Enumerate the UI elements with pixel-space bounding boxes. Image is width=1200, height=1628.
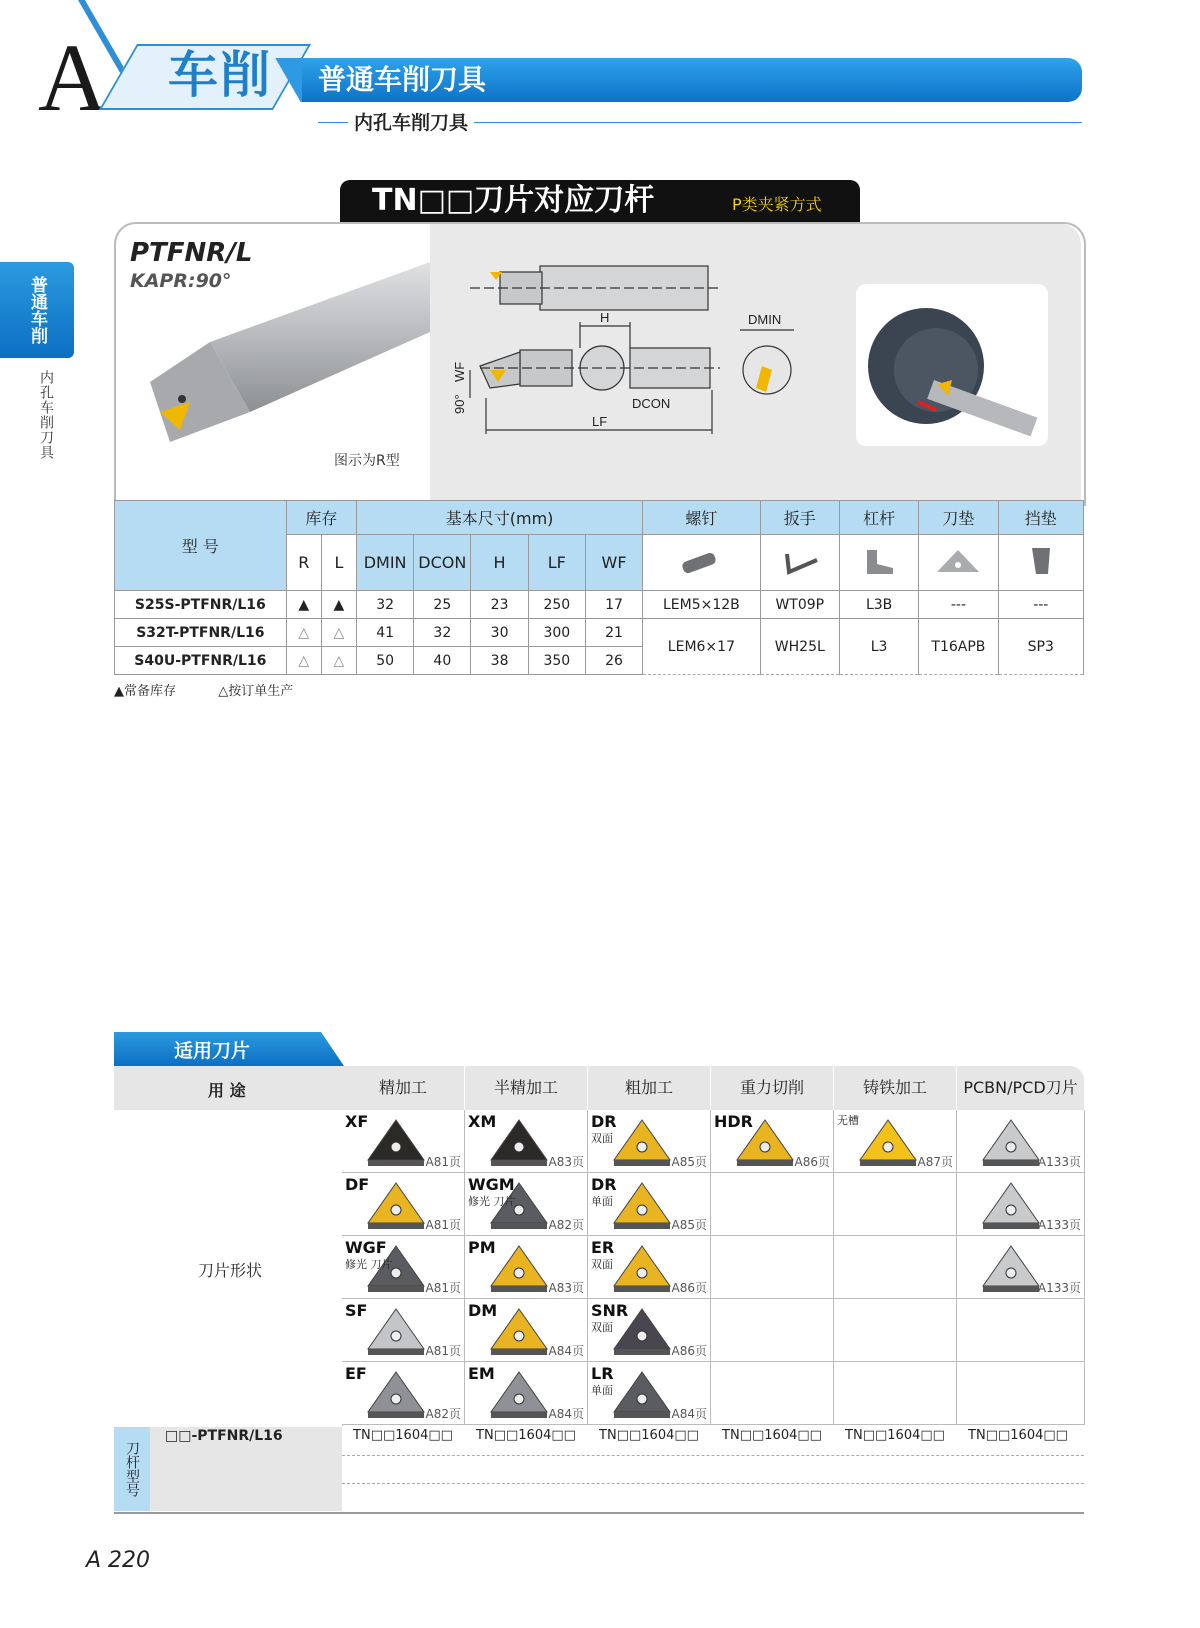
stock-legend <box>114 680 293 699</box>
screw: LEM5×12B <box>643 591 760 619</box>
dim-label-dcon: DCON <box>632 396 671 411</box>
side-tab-sub: 内孔车削刀具 <box>38 370 54 460</box>
lf: 250 <box>528 591 585 619</box>
holder-value: TN□□1604□□ <box>599 1428 699 1443</box>
insert-cell <box>834 1236 957 1299</box>
side-tab[interactable]: 普通车削 <box>0 262 74 358</box>
h: 30 <box>471 619 528 647</box>
insert-note: 单面 <box>591 1195 613 1208</box>
shape-label: 刀片形状 <box>198 1261 263 1280</box>
insert-cell <box>834 1299 957 1362</box>
insert-cell[interactable] <box>711 1110 834 1173</box>
insert-cell <box>957 1299 1085 1362</box>
sub-dcon: DCON <box>414 535 471 591</box>
spec-table <box>114 500 1084 675</box>
sub-h: H <box>471 535 528 591</box>
page-title: 普通车削刀具 <box>318 63 487 96</box>
col-cast-iron: 铸铁加工 <box>834 1066 956 1110</box>
dim-label-wf: WF <box>452 361 467 382</box>
insert-code: DM <box>468 1301 498 1320</box>
dcon: 32 <box>414 619 471 647</box>
head-stock: 库存 <box>286 501 356 535</box>
insert-cell[interactable] <box>342 1110 465 1173</box>
insert-page-ref[interactable]: A82页 <box>548 1218 584 1232</box>
insert-page-ref[interactable]: A84页 <box>548 1407 584 1421</box>
head-screw: 螺钉 <box>643 501 760 535</box>
chapter-letter: A <box>38 24 108 131</box>
holder-value: TN□□1604□□ <box>476 1428 576 1443</box>
head-model: 型 号 <box>115 501 287 591</box>
divider <box>342 1455 1084 1456</box>
insert-page-ref[interactable]: A86页 <box>794 1155 830 1169</box>
insert-page-ref[interactable]: A86页 <box>671 1344 707 1358</box>
insert-cell <box>711 1173 834 1236</box>
model-kapr: KAPR:90° <box>130 270 232 292</box>
wrench: WH25L <box>760 619 839 675</box>
insert-page-ref[interactable]: A83页 <box>548 1155 584 1169</box>
insert-page-ref[interactable]: A82页 <box>425 1407 461 1421</box>
insert-code: DR <box>591 1175 617 1194</box>
holder-value: TN□□1604□□ <box>722 1428 822 1443</box>
insert-icon <box>364 1116 428 1168</box>
insert-code: ER <box>591 1238 615 1257</box>
insert-icon <box>610 1116 674 1168</box>
lever-icon <box>839 535 918 591</box>
insert-cell[interactable] <box>342 1362 465 1425</box>
insert-cell[interactable] <box>588 1236 711 1299</box>
product-section-title: TN□□刀片对应刀杆 <box>372 183 655 218</box>
inserts-tab-title: 适用刀片 <box>174 1040 251 1062</box>
insert-cell[interactable] <box>957 1236 1085 1299</box>
dcon: 25 <box>414 591 471 619</box>
stopper: SP3 <box>998 619 1083 675</box>
lever: L3B <box>839 591 918 619</box>
stock-l: △ <box>321 619 356 647</box>
insert-page-ref[interactable]: A83页 <box>548 1281 584 1295</box>
wf: 26 <box>585 647 642 675</box>
insert-icon <box>610 1368 674 1420</box>
insert-icon <box>487 1368 551 1420</box>
shim: --- <box>919 591 998 619</box>
insert-page-ref[interactable]: A133页 <box>1037 1155 1081 1169</box>
insert-cell[interactable] <box>342 1173 465 1236</box>
insert-code: WGF <box>345 1238 387 1257</box>
insert-page-ref[interactable]: A85页 <box>671 1155 707 1169</box>
holder-value: TN□□1604□□ <box>353 1428 453 1443</box>
model-name: PTFNR/L <box>130 238 253 268</box>
insert-cell[interactable] <box>465 1173 588 1236</box>
screw-icon <box>643 535 760 591</box>
insert-icon <box>487 1242 551 1294</box>
table-row-model: S32T-PTFNR/L16 <box>115 619 287 647</box>
col-semi-finishing: 半精加工 <box>465 1066 587 1110</box>
sub-lf: LF <box>528 535 585 591</box>
sub-dmin: DMIN <box>356 535 413 591</box>
stock-l: ▲ <box>321 591 356 619</box>
insert-note: 修光 刀片 <box>345 1258 393 1271</box>
table-row-model: S25S-PTFNR/L16 <box>115 591 287 619</box>
insert-note: 双面 <box>591 1258 613 1271</box>
insert-cell[interactable] <box>588 1173 711 1236</box>
insert-icon <box>610 1179 674 1231</box>
insert-page-ref[interactable]: A133页 <box>1037 1218 1081 1232</box>
insert-page-ref[interactable]: A86页 <box>671 1281 707 1295</box>
technical-drawing <box>450 258 830 448</box>
insert-page-ref[interactable]: A84页 <box>548 1344 584 1358</box>
insert-cell[interactable] <box>588 1110 711 1173</box>
table-row-model: S40U-PTFNR/L16 <box>115 647 287 675</box>
insert-cell[interactable] <box>342 1299 465 1362</box>
application-photo <box>856 284 1048 446</box>
insert-cell[interactable] <box>465 1362 588 1425</box>
page-subtitle: 内孔车削刀具 <box>348 108 474 135</box>
dmin: 32 <box>356 591 413 619</box>
wf: 17 <box>585 591 642 619</box>
insert-icon <box>979 1116 1043 1168</box>
insert-cell[interactable] <box>588 1362 711 1425</box>
lever: L3 <box>839 619 918 675</box>
insert-grid <box>342 1110 1084 1426</box>
head-dims: 基本尺寸(mm) <box>356 501 642 535</box>
insert-page-ref[interactable]: A81页 <box>425 1155 461 1169</box>
lf: 350 <box>528 647 585 675</box>
insert-page-ref[interactable]: A133页 <box>1037 1281 1081 1295</box>
holder-label: 刀杆型号 <box>114 1427 150 1511</box>
stopper: --- <box>998 591 1083 619</box>
h: 38 <box>471 647 528 675</box>
insert-note: 双面 <box>591 1132 613 1145</box>
lf: 300 <box>528 619 585 647</box>
insert-page-ref[interactable]: A84页 <box>671 1407 707 1421</box>
insert-note: 双面 <box>591 1321 613 1334</box>
insert-note: 修光 刀片 <box>468 1195 516 1208</box>
insert-icon <box>979 1242 1043 1294</box>
sub-wf: WF <box>585 535 642 591</box>
sub-r: R <box>286 535 321 591</box>
insert-cell[interactable] <box>465 1110 588 1173</box>
insert-cell[interactable] <box>957 1173 1085 1236</box>
use-label: 用 途 <box>208 1081 246 1100</box>
head-lever: 杠杆 <box>839 501 918 535</box>
insert-code: DF <box>345 1175 370 1194</box>
insert-icon <box>979 1179 1043 1231</box>
insert-code: EF <box>345 1364 367 1383</box>
insert-code: EM <box>468 1364 495 1383</box>
stock-r: ▲ <box>286 591 321 619</box>
stock-r: △ <box>286 647 321 675</box>
insert-note: 无槽 <box>837 1114 859 1127</box>
section-title: 车削 <box>168 46 272 104</box>
insert-icon <box>364 1368 428 1420</box>
insert-cell <box>957 1362 1085 1425</box>
insert-code: PM <box>468 1238 496 1257</box>
insert-code: SF <box>345 1301 368 1320</box>
insert-cell[interactable] <box>588 1299 711 1362</box>
wf: 21 <box>585 619 642 647</box>
legend-stock: ▲常备库存 <box>114 684 176 699</box>
insert-code: WGM <box>468 1175 515 1194</box>
stock-r: △ <box>286 619 321 647</box>
dim-label-lf: LF <box>592 414 608 429</box>
insert-cell[interactable] <box>957 1110 1085 1173</box>
head-wrench: 扳手 <box>760 501 839 535</box>
screw: LEM6×17 <box>643 619 760 675</box>
col-pcbn: PCBN/PCD刀片 <box>957 1066 1084 1110</box>
holder-model: □□-PTFNR/L16 <box>165 1428 283 1444</box>
insert-cell[interactable] <box>465 1299 588 1362</box>
picture-note: 图示为R型 <box>334 453 400 469</box>
shim-icon <box>919 535 998 591</box>
insert-cell[interactable] <box>834 1110 957 1173</box>
insert-cell[interactable] <box>342 1236 465 1299</box>
insert-icon <box>364 1179 428 1231</box>
holder-value: TN□□1604□□ <box>968 1428 1068 1443</box>
stock-l: △ <box>321 647 356 675</box>
insert-icon <box>610 1242 674 1294</box>
insert-note: 单面 <box>591 1384 613 1397</box>
insert-page-ref[interactable]: A85页 <box>671 1218 707 1232</box>
insert-code: XM <box>468 1112 497 1131</box>
stopper-icon <box>998 535 1083 591</box>
insert-cell <box>711 1299 834 1362</box>
insert-page-ref[interactable]: A87页 <box>917 1155 953 1169</box>
insert-code: XF <box>345 1112 369 1131</box>
dmin: 41 <box>356 619 413 647</box>
insert-code: LR <box>591 1364 614 1383</box>
insert-icon <box>364 1305 428 1357</box>
page-number: A 220 <box>86 1548 151 1573</box>
legend-order: △按订单生产 <box>218 684 294 699</box>
divider <box>342 1483 1084 1484</box>
wrench: WT09P <box>760 591 839 619</box>
shim: T16APB <box>919 619 998 675</box>
col-heavy-cutting: 重力切削 <box>711 1066 833 1110</box>
insert-code: DR <box>591 1112 617 1131</box>
clamp-type: P类夹紧方式 <box>732 195 822 214</box>
col-finishing: 精加工 <box>342 1066 464 1110</box>
insert-page-ref[interactable]: A81页 <box>425 1344 461 1358</box>
insert-page-ref[interactable]: A81页 <box>425 1281 461 1295</box>
insert-icon <box>856 1116 920 1168</box>
dim-label-dmin: DMIN <box>748 312 782 327</box>
dim-label-h: H <box>600 310 610 325</box>
head-shim: 刀垫 <box>919 501 998 535</box>
insert-page-ref[interactable]: A81页 <box>425 1218 461 1232</box>
dmin: 50 <box>356 647 413 675</box>
h: 23 <box>471 591 528 619</box>
col-roughing: 粗加工 <box>588 1066 710 1110</box>
head-stopper: 挡垫 <box>998 501 1083 535</box>
insert-code: SNR <box>591 1301 629 1320</box>
insert-code: HDR <box>714 1112 753 1131</box>
insert-cell <box>711 1236 834 1299</box>
dim-label-angle: 90° <box>452 394 467 414</box>
insert-cell <box>711 1362 834 1425</box>
dcon: 40 <box>414 647 471 675</box>
insert-cell <box>834 1362 957 1425</box>
insert-icon <box>487 1116 551 1168</box>
insert-cell <box>834 1173 957 1236</box>
insert-cell[interactable] <box>465 1236 588 1299</box>
wrench-icon <box>760 535 839 591</box>
sub-l: L <box>321 535 356 591</box>
holder-value: TN□□1604□□ <box>845 1428 945 1443</box>
